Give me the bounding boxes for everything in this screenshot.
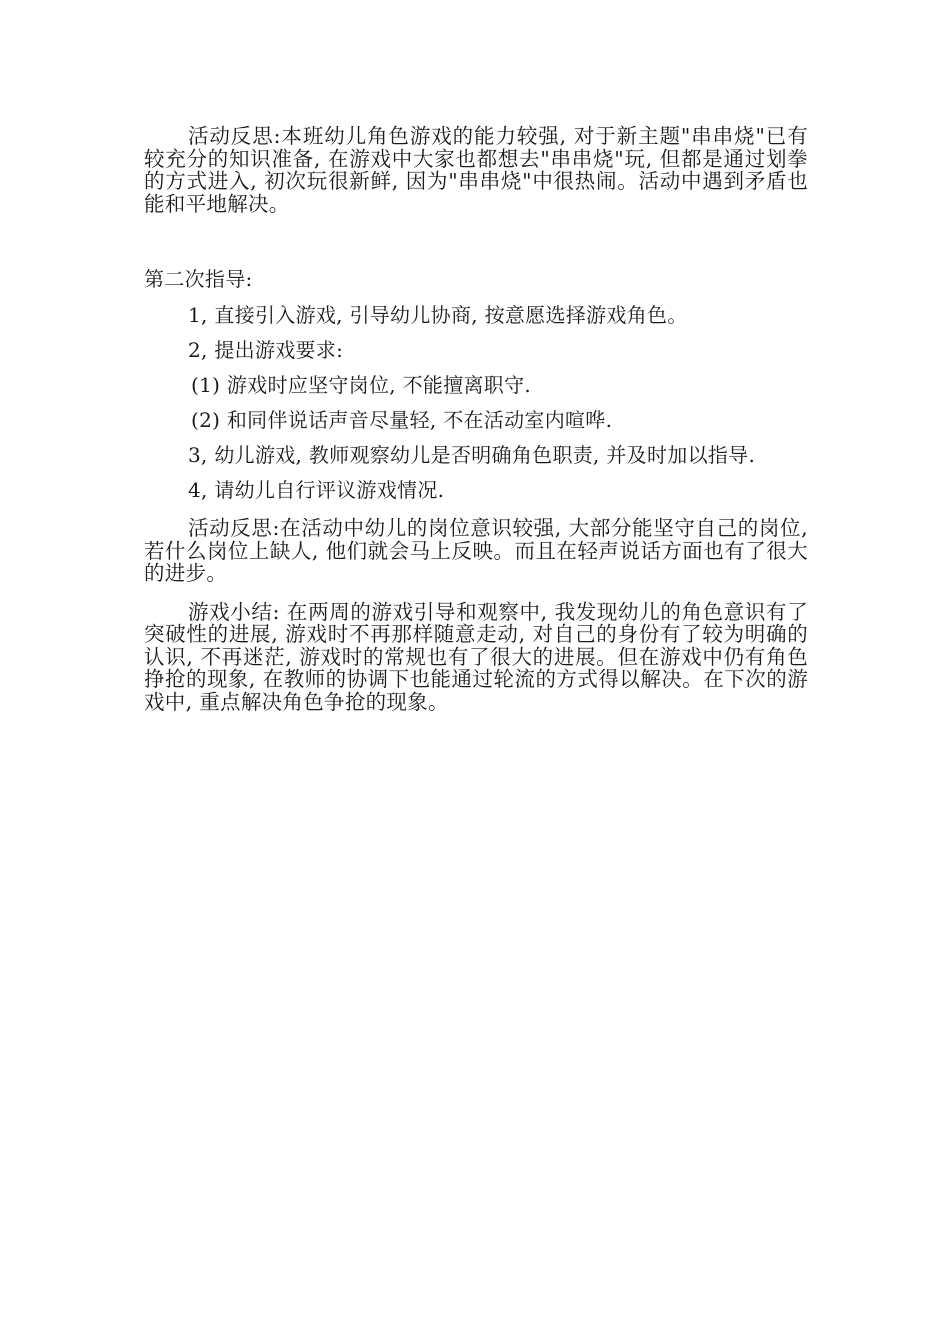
step-3: 3, 幼儿游戏, 教师观察幼儿是否明确角色职责, 并及时加以指导.	[188, 443, 756, 467]
game-summary-paragraph: 游戏小结: 在两周的游戏引导和观察中, 我发现幼儿的角色意识有了突破性的进展, 游戏时不再那样随意走动, 对自己的身份有了较为明确的认识, 不再迷茫, 游戏时的常规也有了很大的进展。但在游戏中仍有角色挣抢的现象, 在教师的协调下也能通过轮流的方式得以解决。在下次的游戏中, 重点解决角色争抢的现象。	[144, 599, 808, 714]
requirement-2: (2) 和同伴说话声音尽量轻, 不在活动室内喧哗.	[191, 408, 613, 432]
document-body	[144, 120, 808, 713]
step-4: 4, 请幼儿自行评议游戏情况.	[188, 478, 445, 502]
step-2: 2, 提出游戏要求:	[188, 338, 344, 362]
requirement-1: (1) 游戏时应坚守岗位, 不能擅离职守.	[191, 373, 532, 397]
activity-reflection-paragraph: 活动反思:本班幼儿角色游戏的能力较强, 对于新主题"串串烧"已有较充分的知识准备, 在游戏中大家也都想去"串串烧"玩, 但都是通过划拳的方式进入, 初次玩很新鲜, 因为"串串烧"中很热闹。活动中遇到矛盾也能和平地解决。	[144, 124, 808, 216]
activity-reflection-paragraph-2: 活动反思:在活动中幼儿的岗位意识较强, 大部分能坚守自己的岗位, 若什么岗位上缺人, 他们就会马上反映。而且在轻声说话方面也有了很大的进步。	[144, 516, 808, 585]
second-guidance-heading: 第二次指导:	[144, 267, 253, 291]
step-1: 1, 直接引入游戏, 引导幼儿协商, 按意愿选择游戏角色。	[188, 303, 688, 327]
